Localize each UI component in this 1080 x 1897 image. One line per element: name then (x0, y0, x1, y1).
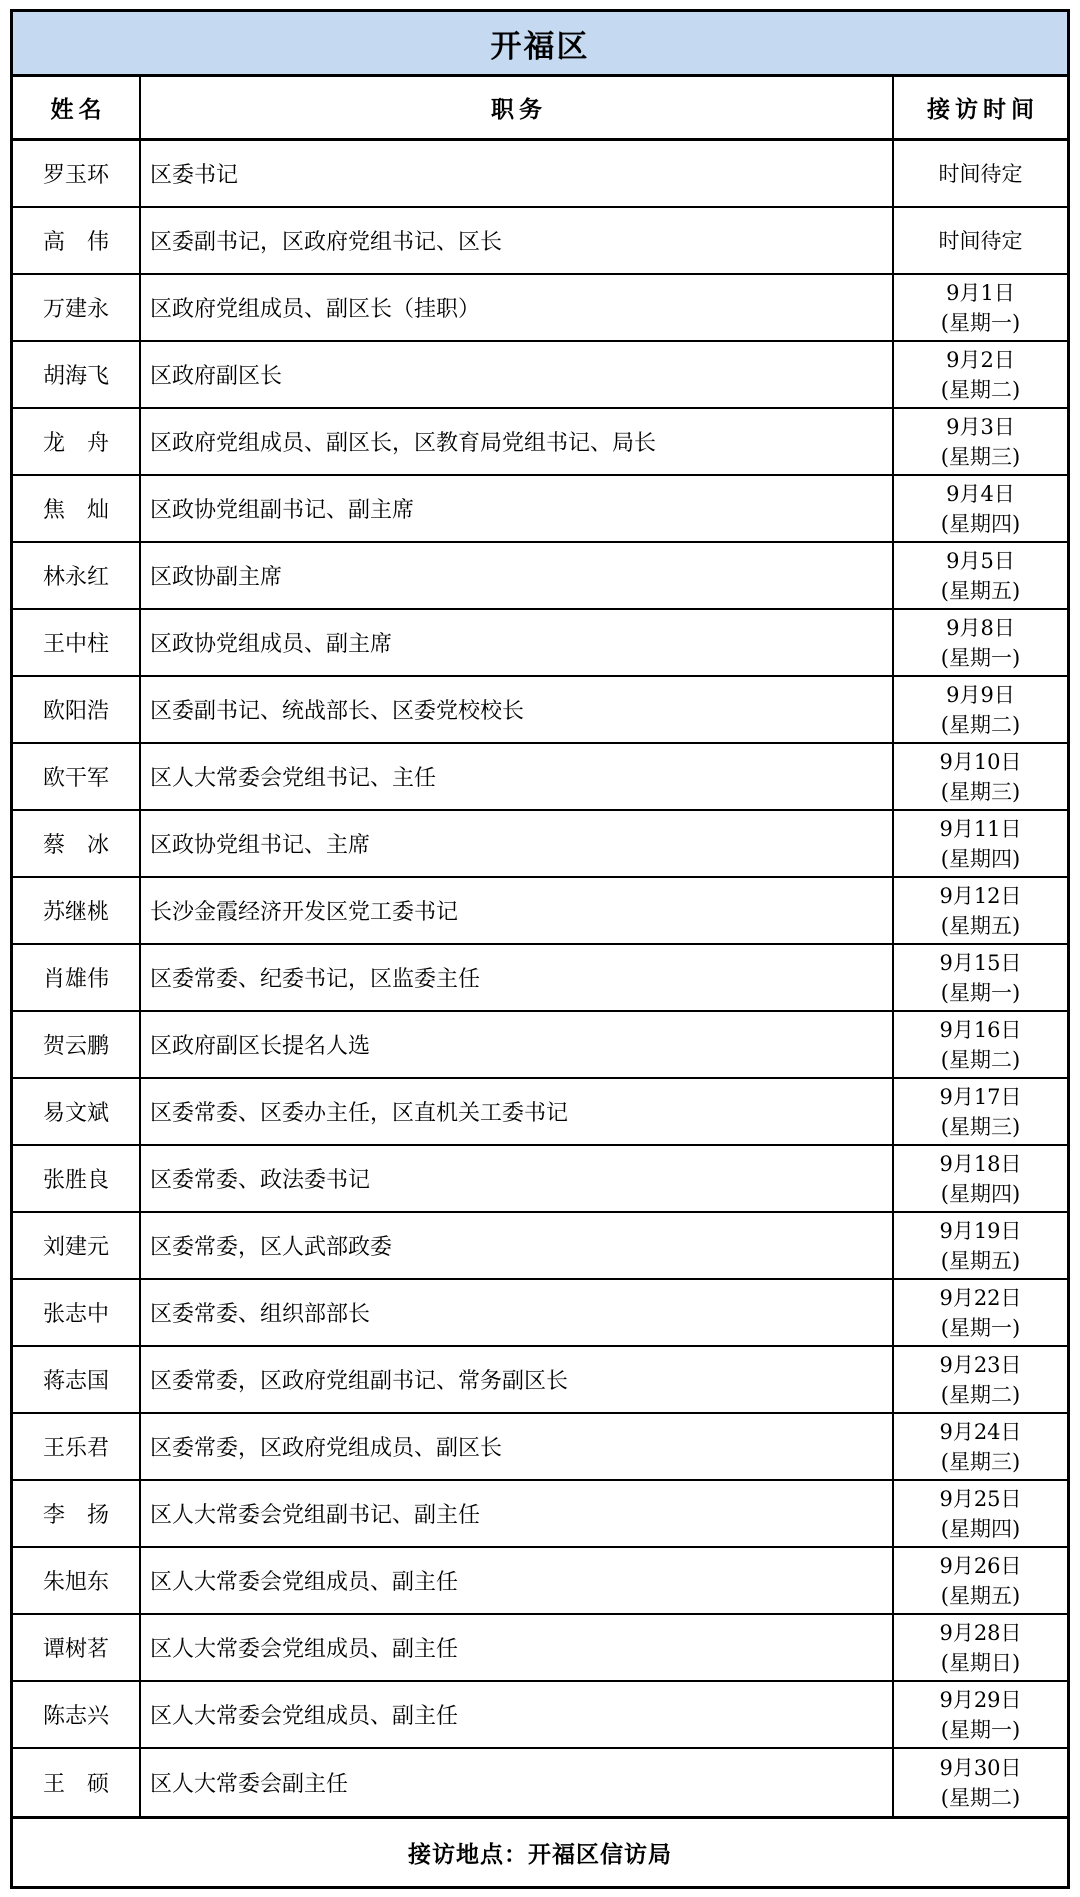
name-cell: 欧阳浩 (13, 677, 141, 742)
time-line: (星期二) (940, 1785, 1021, 1810)
time-cell (894, 1481, 1067, 1546)
time-line: 9月2日 (946, 347, 1015, 372)
table-row (13, 342, 1067, 409)
time-line: (星期四) (940, 846, 1021, 871)
name-cell: 龙 舟 (13, 409, 141, 474)
time-line: (星期一) (940, 1717, 1021, 1742)
table-row (13, 1079, 1067, 1146)
position-cell: 区人大常委会党组副书记、副主任 (141, 1481, 894, 1546)
table-row (13, 1548, 1067, 1615)
position-cell: 区委副书记、统战部长、区委党校校长 (141, 677, 894, 742)
name-cell: 王乐君 (13, 1414, 141, 1479)
table-row (13, 1749, 1067, 1816)
time-line: (星期五) (940, 578, 1021, 603)
table-row (13, 610, 1067, 677)
name-cell: 张胜良 (13, 1146, 141, 1211)
time-line: 9月24日 (939, 1419, 1022, 1444)
position-cell: 区委常委，区政府党组副书记、常务副区长 (141, 1347, 894, 1412)
position-cell: 区政府副区长提名人选 (141, 1012, 894, 1077)
time-line: 9月11日 (939, 816, 1022, 841)
table-row (13, 811, 1067, 878)
time-cell (894, 610, 1067, 675)
table-row (13, 1213, 1067, 1280)
table-row (13, 945, 1067, 1012)
time-cell (894, 1615, 1067, 1680)
name-cell: 李 扬 (13, 1481, 141, 1546)
time-line: 时间待定 (938, 228, 1023, 253)
table-row (13, 744, 1067, 811)
time-cell (894, 141, 1067, 206)
name-cell: 胡海飞 (13, 342, 141, 407)
time-line: 9月16日 (939, 1017, 1022, 1042)
time-line: 9月12日 (939, 883, 1022, 908)
name-cell: 刘建元 (13, 1213, 141, 1278)
time-line: (星期三) (940, 1114, 1021, 1139)
time-line: 9月19日 (939, 1218, 1022, 1243)
time-line: (星期二) (940, 1382, 1021, 1407)
position-cell: 区委副书记，区政府党组书记、区长 (141, 208, 894, 273)
column-header-position: 职务 (141, 77, 894, 138)
name-cell: 贺云鹏 (13, 1012, 141, 1077)
time-cell (894, 1749, 1067, 1816)
name-cell: 蒋志国 (13, 1347, 141, 1412)
time-cell (894, 543, 1067, 608)
table-body (13, 141, 1067, 1816)
position-cell: 区政协副主席 (141, 543, 894, 608)
time-line: 9月9日 (946, 682, 1015, 707)
name-cell: 张志中 (13, 1280, 141, 1345)
time-cell (894, 275, 1067, 340)
time-cell (894, 409, 1067, 474)
time-cell (894, 1213, 1067, 1278)
table-row (13, 476, 1067, 543)
time-line: (星期四) (940, 1181, 1021, 1206)
time-line: (星期二) (940, 712, 1021, 737)
time-cell (894, 1548, 1067, 1613)
name-cell: 万建永 (13, 275, 141, 340)
time-line: 9月18日 (939, 1151, 1022, 1176)
column-header-time: 接访时间 (927, 96, 1039, 123)
position-cell: 区人大常委会党组成员、副主任 (141, 1682, 894, 1747)
time-cell (894, 342, 1067, 407)
time-line: 9月5日 (946, 548, 1015, 573)
time-line: (星期五) (940, 1583, 1021, 1608)
time-cell (894, 1280, 1067, 1345)
position-cell: 区委常委，区人武部政委 (141, 1213, 894, 1278)
position-cell: 区政协党组书记、主席 (141, 811, 894, 876)
time-cell (894, 677, 1067, 742)
position-cell: 区政协党组副书记、副主席 (141, 476, 894, 541)
time-line: (星期日) (940, 1650, 1021, 1675)
table-row (13, 677, 1067, 744)
position-cell: 区委常委、纪委书记，区监委主任 (141, 945, 894, 1010)
time-line: (星期二) (940, 1047, 1021, 1072)
name-cell: 罗玉环 (13, 141, 141, 206)
name-cell: 焦 灿 (13, 476, 141, 541)
time-line: (星期一) (940, 980, 1021, 1005)
time-line: 9月3日 (946, 414, 1015, 439)
position-cell: 区人大常委会副主任 (141, 1749, 894, 1816)
time-line: (星期三) (940, 779, 1021, 804)
time-line: (星期二) (940, 377, 1021, 402)
table-row (13, 543, 1067, 610)
time-cell (894, 744, 1067, 809)
time-line: 9月1日 (946, 280, 1015, 305)
table-row (13, 275, 1067, 342)
position-cell: 区政府党组成员、副区长，区教育局党组书记、局长 (141, 409, 894, 474)
time-line: 9月8日 (946, 615, 1015, 640)
position-cell: 区人大常委会党组书记、主任 (141, 744, 894, 809)
time-line: (星期三) (940, 1449, 1021, 1474)
time-line: 9月15日 (939, 950, 1022, 975)
time-line: (星期一) (940, 1315, 1021, 1340)
time-line: (星期五) (940, 1248, 1021, 1273)
time-line: (星期四) (940, 1516, 1021, 1541)
district-title: 开福区 (13, 12, 1067, 77)
time-line: 9月28日 (939, 1620, 1022, 1645)
name-cell: 王中柱 (13, 610, 141, 675)
table-row (13, 208, 1067, 275)
footer-location: 接访地点：开福区信访局 (13, 1816, 1067, 1886)
name-cell: 蔡 冰 (13, 811, 141, 876)
time-line: 9月25日 (939, 1486, 1022, 1511)
position-cell: 区政府副区长 (141, 342, 894, 407)
table-header-row (13, 77, 1067, 141)
position-cell: 区委书记 (141, 141, 894, 206)
position-cell: 长沙金霞经济开发区党工委书记 (141, 878, 894, 943)
time-line: (星期五) (940, 913, 1021, 938)
time-cell (894, 1079, 1067, 1144)
time-line: 9月10日 (939, 749, 1022, 774)
position-cell: 区政协党组成员、副主席 (141, 610, 894, 675)
time-line: 9月22日 (939, 1285, 1022, 1310)
time-line: 9月23日 (939, 1352, 1022, 1377)
table-row (13, 1146, 1067, 1213)
position-cell: 区人大常委会党组成员、副主任 (141, 1615, 894, 1680)
table-row (13, 878, 1067, 945)
reception-schedule-table (10, 9, 1070, 1889)
table-row (13, 1481, 1067, 1548)
time-line: (星期四) (940, 511, 1021, 536)
time-line: 9月30日 (939, 1755, 1022, 1780)
position-cell: 区政府党组成员、副区长（挂职） (141, 275, 894, 340)
time-cell (894, 945, 1067, 1010)
time-line: 时间待定 (938, 161, 1023, 186)
time-cell (894, 878, 1067, 943)
name-cell: 易文斌 (13, 1079, 141, 1144)
time-cell (894, 1146, 1067, 1211)
name-cell: 王 硕 (13, 1749, 141, 1816)
name-cell: 朱旭东 (13, 1548, 141, 1613)
time-cell (894, 1012, 1067, 1077)
time-line: (星期一) (940, 645, 1021, 670)
name-cell: 苏继桃 (13, 878, 141, 943)
table-row (13, 409, 1067, 476)
name-cell: 高 伟 (13, 208, 141, 273)
table-row (13, 141, 1067, 208)
name-cell: 谭树茗 (13, 1615, 141, 1680)
table-row (13, 1012, 1067, 1079)
time-line: 9月29日 (939, 1687, 1022, 1712)
table-row (13, 1615, 1067, 1682)
time-line: (星期一) (940, 310, 1021, 335)
name-cell: 欧干军 (13, 744, 141, 809)
position-cell: 区委常委，区政府党组成员、副区长 (141, 1414, 894, 1479)
name-cell: 陈志兴 (13, 1682, 141, 1747)
position-cell: 区委常委、组织部部长 (141, 1280, 894, 1345)
time-line: 9月4日 (946, 481, 1015, 506)
time-cell (894, 208, 1067, 273)
time-cell (894, 811, 1067, 876)
table-row (13, 1280, 1067, 1347)
time-cell (894, 1682, 1067, 1747)
name-cell: 肖雄伟 (13, 945, 141, 1010)
time-cell (894, 1347, 1067, 1412)
time-line: 9月26日 (939, 1553, 1022, 1578)
position-cell: 区人大常委会党组成员、副主任 (141, 1548, 894, 1613)
column-header-name: 姓名 (13, 77, 141, 138)
time-line: (星期三) (940, 444, 1021, 469)
name-cell: 林永红 (13, 543, 141, 608)
position-cell: 区委常委、区委办主任，区直机关工委书记 (141, 1079, 894, 1144)
time-cell (894, 476, 1067, 541)
time-line: 9月17日 (939, 1084, 1022, 1109)
time-cell (894, 1414, 1067, 1479)
table-row (13, 1414, 1067, 1481)
table-row (13, 1347, 1067, 1414)
table-row (13, 1682, 1067, 1749)
position-cell: 区委常委、政法委书记 (141, 1146, 894, 1211)
